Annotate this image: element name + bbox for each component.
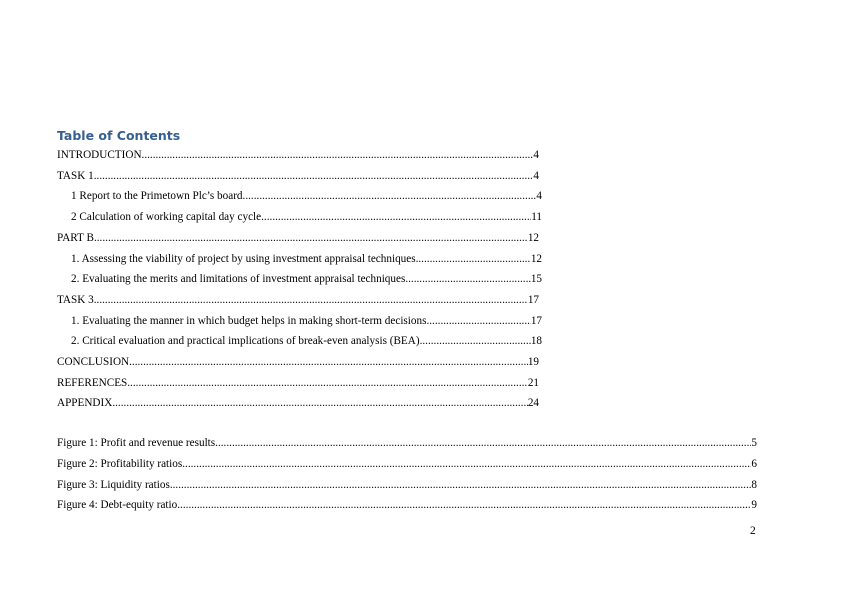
entry-label: Figure 2: Profitability ratios [57, 457, 183, 470]
toc-entry[interactable] [57, 231, 539, 245]
dot-leader [177, 498, 751, 512]
dot-leader [112, 396, 527, 410]
dot-leader [416, 252, 531, 266]
entry-label: Figure 4: Debt-equity ratio [57, 499, 178, 512]
entry-label: Figure 1: Profit and revenue results [57, 437, 216, 449]
dot-leader [94, 169, 534, 183]
entry-page: 19 [527, 356, 539, 368]
entry-label: 2. Evaluating the merits and limitations of investment appraisal techniques [71, 273, 406, 286]
toc-entry[interactable] [57, 293, 539, 307]
toc-entry[interactable] [71, 189, 542, 203]
figure-entry[interactable] [57, 498, 757, 512]
entry-page: 12 [527, 231, 539, 244]
dot-leader [170, 478, 752, 492]
toc-entry[interactable] [57, 396, 539, 410]
entry-page: 11 [531, 211, 542, 224]
dot-leader [182, 457, 751, 471]
dot-leader [127, 376, 528, 390]
entry-label: 1 Report to the Primetown Plc’s board [71, 190, 243, 203]
entry-label: 1. Evaluating the manner in which budget helps in making short-term decisions [71, 314, 427, 327]
entry-page: 6 [751, 457, 757, 470]
page-number: 2 [750, 525, 756, 537]
toc-title: Table of Contents [57, 128, 181, 143]
entry-page: 18 [530, 335, 542, 348]
entry-page: 24 [527, 397, 539, 410]
dot-leader [426, 314, 530, 328]
figure-entry[interactable] [57, 457, 757, 471]
dot-leader [129, 355, 528, 369]
dot-leader [94, 231, 528, 245]
entry-page: 15 [530, 273, 542, 286]
entry-page: 17 [530, 314, 542, 327]
entry-page: 8 [751, 478, 757, 491]
toc-entry[interactable] [71, 314, 542, 328]
toc-entry[interactable] [57, 355, 539, 369]
toc-entry[interactable] [71, 252, 542, 266]
toc-entry[interactable] [57, 169, 539, 183]
dot-leader [243, 189, 537, 203]
entry-label: REFERENCES [57, 376, 128, 389]
toc-entry[interactable] [71, 272, 542, 286]
toc-entry[interactable] [57, 148, 539, 162]
toc-entry[interactable] [57, 376, 539, 390]
entry-page: 4 [536, 190, 542, 203]
entry-page: 9 [751, 499, 757, 512]
entry-label: 1. Assessing the viability of project by using investment appraisal techniques [71, 252, 416, 265]
dot-leader [215, 436, 751, 450]
entry-label: 2. Critical evaluation and practical implications of break-even analysis (BEA) [71, 335, 420, 348]
entry-label: INTRODUCTION [57, 149, 142, 161]
dot-leader [142, 148, 534, 162]
toc-entry[interactable] [71, 210, 542, 224]
toc-entry[interactable] [71, 334, 542, 348]
dot-leader [420, 334, 531, 348]
entry-page: 5 [751, 437, 757, 449]
entry-label: 2 Calculation of working capital day cycle [71, 211, 262, 224]
entry-page: 17 [527, 293, 539, 306]
dot-leader [94, 293, 528, 307]
entry-page: 21 [527, 376, 539, 389]
entry-label: PART B [57, 231, 94, 244]
entry-label: APPENDIX [57, 397, 113, 410]
dot-leader [405, 272, 531, 286]
entry-page: 4 [533, 169, 539, 182]
figure-entry[interactable] [57, 436, 757, 450]
entry-label: Figure 3: Liquidity ratios [57, 478, 170, 491]
dot-leader [261, 210, 531, 224]
entry-label: TASK 1 [57, 169, 94, 182]
entry-page: 12 [530, 252, 542, 265]
figure-entry[interactable] [57, 478, 757, 492]
entry-page: 4 [533, 149, 539, 161]
entry-label: TASK 3 [57, 293, 94, 306]
entry-label: CONCLUSION [57, 356, 130, 368]
